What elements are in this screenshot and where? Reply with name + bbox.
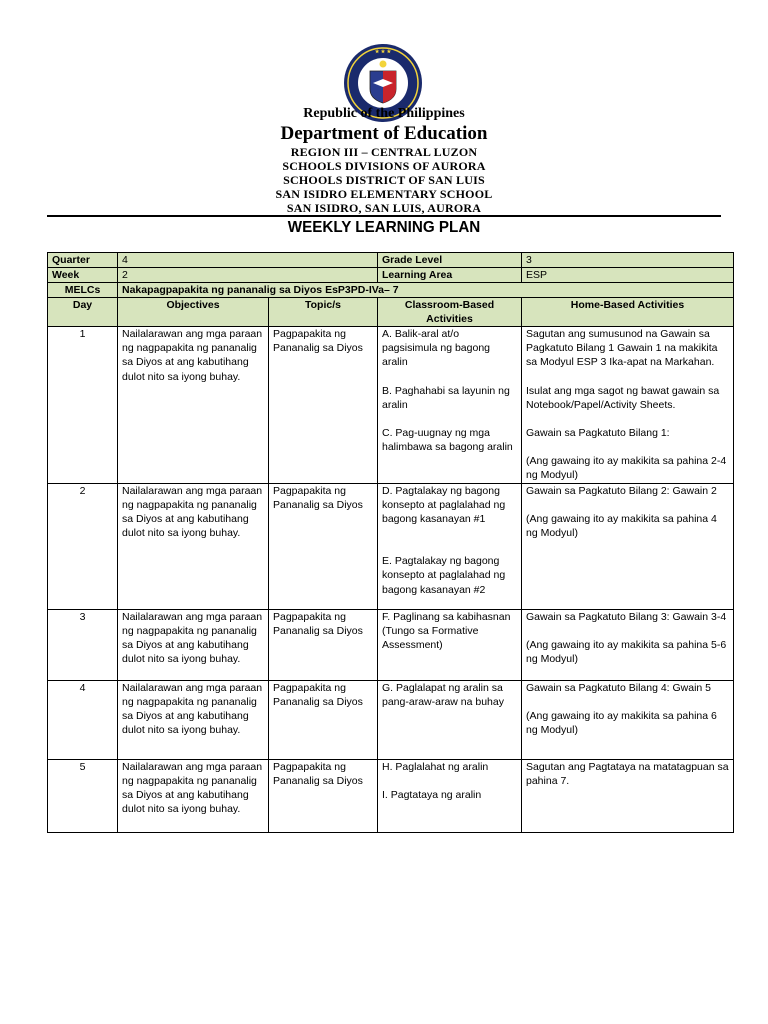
- topic-cell: Pagpapakita ng Pananalig sa Diyos: [269, 327, 378, 484]
- republic-heading: Republic of the Philippines: [303, 106, 465, 121]
- classroom-activity: H. Paglalahat ng aralin: [382, 760, 489, 773]
- classroom-activity: D. Pagtalakay ng bagong konsepto at paglalahad ng bagong kasanayan #1: [382, 484, 506, 526]
- classroom-activity: C. Pag-uugnay ng mga halimbawa sa bagong aralin: [382, 427, 513, 454]
- classroom-activities-cell: [378, 483, 522, 609]
- home-activity: (Ang gawaing ito ay makikita sa pahina 6 ng Modyul): [526, 709, 717, 737]
- classroom-activity: F. Paglinang sa kabihasnan: [382, 610, 511, 623]
- objective-cell: Nailalarawan ang mga paraan ng nagpapakita ng pananalig sa Diyos at ang kabutihang dulot nito sa iyong buhay.: [118, 327, 269, 484]
- home-activities-cell: [522, 680, 734, 759]
- table-row: [48, 759, 734, 832]
- location-line: SAN ISIDRO, SAN LUIS, AURORA: [286, 201, 482, 215]
- table-row: [48, 483, 734, 609]
- col-header-day: Day: [48, 298, 118, 327]
- col-header-home: Home-Based Activities: [522, 298, 734, 327]
- classroom-activity: (Tungo sa Formative Assessment): [382, 624, 479, 652]
- objective-cell: Nailalarawan ang mga paraan ng nagpapakita ng pananalig sa Diyos at ang kabutihang dulot nito sa iyong buhay.: [118, 609, 269, 680]
- classroom-activity: G. Paglalapat ng aralin sa pang-araw-araw na buhay: [382, 681, 504, 708]
- week-row: [48, 268, 734, 283]
- col-header-objectives: Objectives: [118, 298, 269, 327]
- day-cell: 4: [48, 680, 118, 759]
- home-activity: (Ang gawaing ito ay makikita sa pahina 5-6 ng Modyul): [526, 638, 727, 666]
- objective-cell: Nailalarawan ang mga paraan ng nagpapakita ng pananalig sa Diyos at ang kabutihang dulot nito sa iyong buhay.: [118, 483, 269, 609]
- week-label: Week: [48, 268, 118, 283]
- topic-cell: Pagpapakita ng Pananalig sa Diyos: [269, 680, 378, 759]
- day-cell: 1: [48, 327, 118, 484]
- objective-cell: Nailalarawan ang mga paraan ng nagpapakita ng pananalig sa Diyos at ang kabutihang dulot nito sa iyong buhay.: [118, 759, 269, 832]
- day-cell: 3: [48, 609, 118, 680]
- quarter-value: 4: [118, 253, 378, 268]
- svg-text:★ ★ ★: ★ ★ ★: [374, 49, 392, 55]
- home-activity: Gawain sa Pagkatuto Bilang 4: Gwain 5: [526, 681, 712, 694]
- table-row: [48, 609, 734, 680]
- home-activity: Gawain sa Pagkatuto Bilang 2: Gawain 2: [526, 484, 717, 497]
- department-heading: Department of Education: [280, 123, 488, 144]
- region-line: REGION III – CENTRAL LUZON: [290, 145, 478, 159]
- classroom-activity: I. Pagtataya ng aralin: [382, 788, 482, 801]
- home-activity: (Ang gawaing ito ay makikita sa pahina 2-4 ng Modyul): [526, 455, 727, 482]
- table-row: [48, 680, 734, 759]
- melcs-row: [48, 283, 734, 298]
- col-header-classroom: Classroom-Based Activities: [378, 298, 522, 327]
- classroom-activities-cell: [378, 680, 522, 759]
- melcs-label: MELCs: [48, 283, 118, 298]
- classroom-activities-cell: [378, 609, 522, 680]
- home-activity: Gawain sa Pagkatuto Bilang 3: Gawain 3-4: [526, 610, 727, 623]
- home-activity: Sagutan ang Pagtataya na matatagpuan sa pahina 7.: [526, 760, 729, 787]
- home-activities-cell: [522, 609, 734, 680]
- home-activities-cell: [522, 483, 734, 609]
- topic-cell: Pagpapakita ng Pananalig sa Diyos: [269, 759, 378, 832]
- objective-cell: Nailalarawan ang mga paraan ng nagpapakita ng pananalig sa Diyos at ang kabutihang dulot nito sa iyong buhay.: [118, 680, 269, 759]
- topic-cell: Pagpapakita ng Pananalig sa Diyos: [269, 483, 378, 609]
- home-activities-cell: [522, 327, 734, 484]
- quarter-label: Quarter: [48, 253, 118, 268]
- home-activity: Isulat ang mga sagot ng bawat gawain sa Notebook/Papel/Activity Sheets.: [526, 384, 720, 411]
- topic-cell: Pagpapakita ng Pananalig sa Diyos: [269, 609, 378, 680]
- weekly-learning-plan-table: [47, 252, 734, 833]
- home-activity: Gawain sa Pagkatuto Bilang 1:: [526, 427, 670, 440]
- classroom-activities-cell: [378, 327, 522, 484]
- col-header-topics: Topic/s: [269, 298, 378, 327]
- learning-area-value: ESP: [522, 268, 734, 283]
- week-value: 2: [118, 268, 378, 283]
- quarter-row: [48, 253, 734, 268]
- home-activities-cell: [522, 759, 734, 832]
- grade-level-value: 3: [522, 253, 734, 268]
- home-activity: Sagutan ang sumusunod na Gawain sa Pagkatuto Bilang 1 Gawain 1 na makikita sa Modyul ESP 3 Ika-apat na Markahan.: [526, 328, 718, 369]
- district-line: SCHOOLS DISTRICT OF SAN LUIS: [283, 173, 485, 187]
- classroom-activity: A. Balik-aral at/o pagsisimula ng bagong aralin: [382, 328, 490, 369]
- classroom-activities-cell: [378, 759, 522, 832]
- classroom-activity: E. Pagtalakay ng bagong konsepto at paglalahad ng bagong kasanayan #2: [382, 555, 506, 596]
- header-divider: [47, 215, 721, 217]
- table-row: [48, 327, 734, 484]
- day-cell: 5: [48, 759, 118, 832]
- melcs-value: Nakapagpapakita ng pananalig sa Diyos EsP3PD-IVa– 7: [118, 283, 734, 298]
- day-cell: 2: [48, 483, 118, 609]
- classroom-activity: B. Paghahabi sa layunin ng aralin: [382, 384, 510, 411]
- column-header-row: [48, 298, 734, 327]
- document-title: WEEKLY LEARNING PLAN: [287, 219, 481, 236]
- grade-level-label: Grade Level: [378, 253, 522, 268]
- home-activity: (Ang gawaing ito ay makikita sa pahina 4 ng Modyul): [526, 512, 717, 540]
- school-line: SAN ISIDRO ELEMENTARY SCHOOL: [275, 187, 493, 201]
- learning-area-label: Learning Area: [378, 268, 522, 283]
- division-line: SCHOOLS DIVISIONS OF AURORA: [282, 159, 486, 173]
